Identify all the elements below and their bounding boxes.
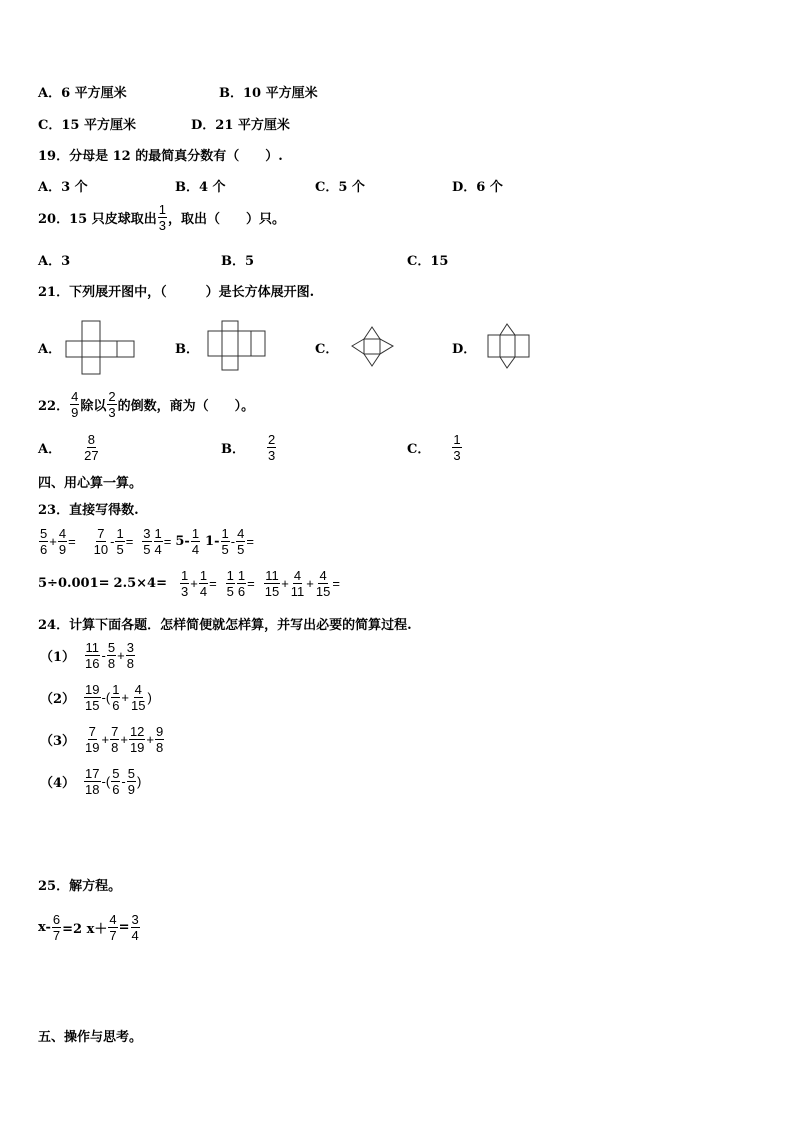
q22-fraction-1: $\frac{4}{9}$ (71, 389, 79, 420)
q22-post: 的倒数，商为（ ）。 (117, 399, 255, 414)
q20-option-b: B．5 (221, 254, 255, 269)
q22-number: 22． (38, 399, 70, 414)
q19-stem: 19．分母是 12 的最简真分数有（ ）. (38, 149, 283, 164)
q22-mid: 除以 (80, 399, 107, 414)
q22-fraction-2: $\frac{2}{3}$ (108, 389, 116, 420)
q19-option-b: B．4 个 (175, 180, 226, 195)
q18-option-a: A．6 平方厘米 (38, 86, 127, 101)
q23-row-1: $\frac{5}{6}$ + $\frac{4}{9}$ = $\frac{7}{10}$ - $\frac{1}{5}$ = $\frac{3}{5}$ $\frac{1}{4}$ = 5- $\frac{1}{4}$ 1- $\frac{1}{5}$ - $\frac{4}{5}$ = (40, 526, 254, 557)
net-c-figure (350, 326, 396, 368)
q22-stem (38, 389, 254, 420)
q20-option-c: C．15 (407, 254, 449, 269)
q21-option-d: D． (452, 342, 477, 357)
q23-5-minus: 5- (175, 534, 190, 549)
q19-option-c: C．5 个 (315, 180, 365, 195)
section-5-heading: 五、操作与思考。 (38, 1030, 143, 1045)
q20-stem (38, 202, 285, 233)
q21-option-c: C． (315, 342, 339, 357)
q24-item-3: （3） $\frac{7}{19}$ + $\frac{7}{8}$ + $\frac{12}{19}$ + $\frac{9}{8}$ (40, 724, 164, 755)
net-b-figure (207, 320, 267, 372)
q21-option-a: A． (38, 342, 62, 357)
q20-option-a: A．3 (38, 254, 71, 269)
q24-item-4: （4） $\frac{17}{18}$ -( $\frac{5}{6}$ - $\frac{5}{9}$ ) (40, 766, 142, 797)
q25-equation: x- $\frac{6}{7}$ =2 x＋ $\frac{4}{7}$ = $\frac{3}{4}$ (38, 912, 139, 943)
q19-option-d: D．6 个 (452, 180, 503, 195)
q23-1-minus: 1- (205, 534, 220, 549)
q19-option-a: A．3 个 (38, 180, 88, 195)
net-a-figure (65, 320, 137, 375)
q21-option-b: B． (175, 342, 199, 357)
q22-option-a: A． $\frac{8}{27}$ (38, 432, 99, 463)
q18-option-c: C．15 平方厘米 (38, 118, 136, 133)
q23-mul-expr: 2.5×4= (113, 576, 167, 591)
section-4-heading: 四、用心算一算。 (38, 476, 143, 491)
q20-fraction: $\frac{1}{3}$ (158, 202, 166, 233)
q18-option-d: D．21 平方厘米 (191, 118, 290, 133)
q23-row-2: 5÷0.001= 2.5×4= $\frac{1}{3}$ + $\frac{1}{4}$ = $\frac{1}{5}$ $\frac{1}{6}$ = $\frac{11}{15}$ + $\frac{4}{11}$ + $\frac{4}{15}$ = (38, 568, 340, 599)
net-d-figure (486, 322, 532, 370)
q23-stem: 23．直接写得数. (38, 503, 139, 518)
q22-option-c: C． $\frac{1}{3}$ (407, 432, 461, 463)
q24-item-1: （1） $\frac{11}{16}$ - $\frac{5}{8}$ + $\frac{3}{8}$ (40, 640, 134, 671)
q22-option-b: B． $\frac{2}{3}$ (221, 432, 276, 463)
q21-stem: 21．下列展开图中，（ ）是长方体展开图. (38, 285, 315, 300)
q18-option-b: B．10 平方厘米 (219, 86, 318, 101)
q24-item-2: （2） $\frac{19}{15}$ -( $\frac{1}{6}$ + $\frac{4}{15}$ ) (40, 682, 152, 713)
q25-stem: 25．解方程。 (38, 879, 122, 894)
q23-div-expr: 5÷0.001= (38, 576, 110, 591)
q20-stem-post: ，取出（ ）只。 (167, 212, 285, 227)
q24-stem: 24．计算下面各题．怎样简便就怎样算，并写出必要的简算过程. (38, 618, 412, 633)
q20-stem-pre: 20．15 只皮球取出 (38, 212, 157, 227)
